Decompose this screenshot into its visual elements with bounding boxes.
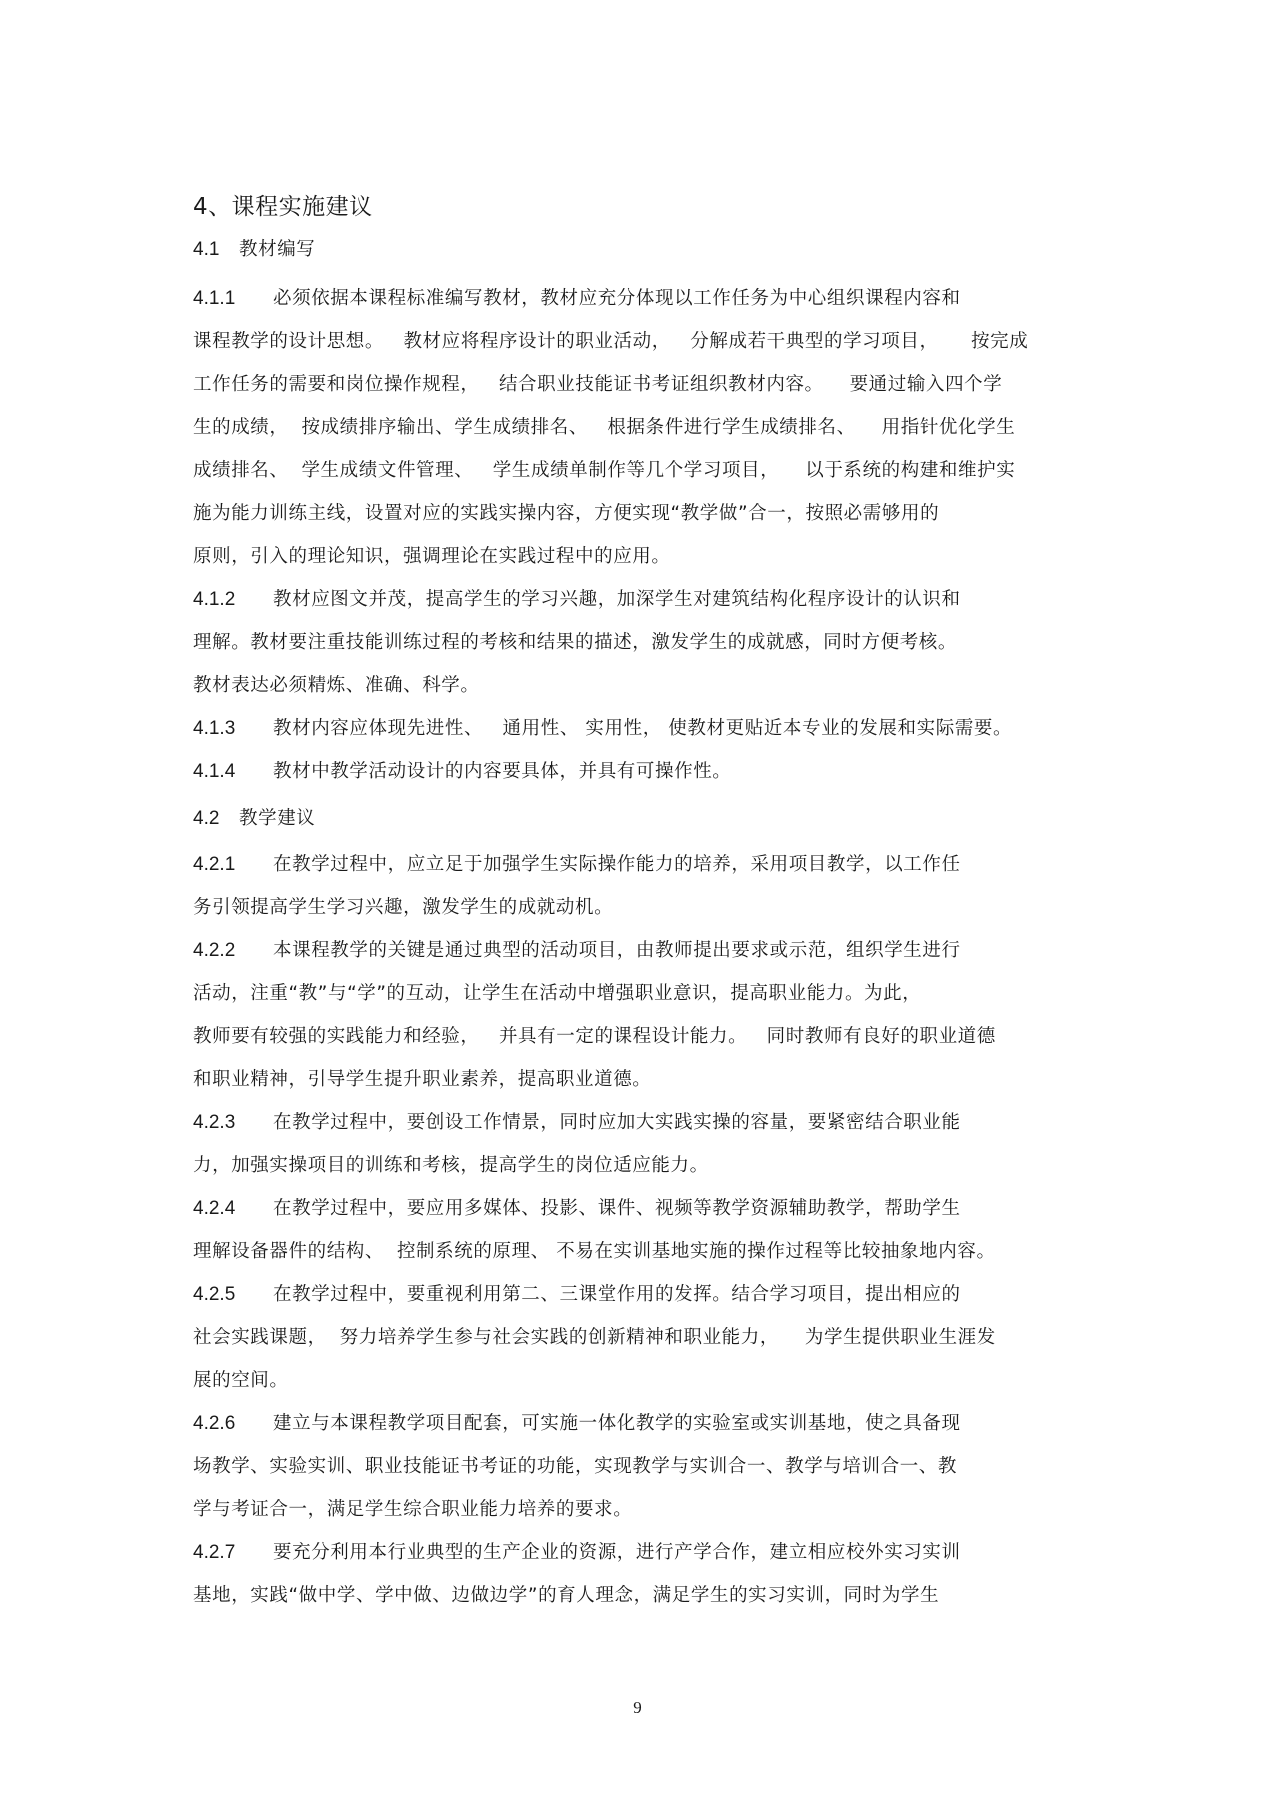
paragraph-line: 成绩排名、 学生成绩文件管理、 学生成绩单制作等几个学习项目， 以于系统的构建和维护实	[193, 460, 1016, 481]
paragraph-line: 和职业精神，引导学生提升职业素养，提高职业道德。	[193, 1069, 652, 1090]
paragraph-line: 4.1.3 教材内容应体现先进性、 通用性、 实用性， 使教材更贴近本专业的发展和实际需要。	[193, 718, 1013, 739]
paragraph-line: 展的空间。	[193, 1370, 289, 1391]
paragraph-line: 4.2.6 建立与本课程教学项目配套，可实施一体化教学的实验室或实训基地，使之具备现	[193, 1413, 961, 1434]
paragraph-line: 社会实践课题， 努力培养学生参与社会实践的创新精神和职业能力， 为学生提供职业生涯发	[193, 1327, 996, 1348]
paragraph-line: 4.2.5 在教学过程中，要重视利用第二、三课堂作用的发挥。结合学习项目，提出相应的	[193, 1284, 961, 1305]
paragraph-line: 务引领提高学生学习兴趣，激发学生的成就动机。	[193, 897, 614, 918]
paragraph-line: 学与考证合一，满足学生综合职业能力培养的要求。	[193, 1499, 633, 1520]
paragraph-line: 原则，引入的理论知识，强调理论在实践过程中的应用。	[193, 546, 671, 567]
paragraph-line: 4.1.2 教材应图文并茂，提高学生的学习兴趣，加深学生对建筑结构化程序设计的认识和	[193, 589, 961, 610]
paragraph-line: 教师要有较强的实践能力和经验， 并具有一定的课程设计能力。 同时教师有良好的职业道德	[193, 1026, 996, 1047]
subsection-heading: 4.2 教学建议	[193, 808, 316, 829]
paragraph-line: 工作任务的需要和岗位操作规程， 结合职业技能证书考证组织教材内容。 要通过输入四个学	[193, 374, 1003, 395]
paragraph-line: 4.2.7 要充分利用本行业典型的生产企业的资源，进行产学合作，建立相应校外实习实训	[193, 1542, 961, 1563]
paragraph-line: 课程教学的设计思想。 教材应将程序设计的职业活动， 分解成若干典型的学习项目， 按完成	[193, 331, 1029, 352]
paragraph-line: 4.1.4 教材中教学活动设计的内容要具体，并具有可操作性。	[193, 761, 732, 782]
paragraph-line: 4.2.2 本课程教学的关键是通过典型的活动项目，由教师提出要求或示范，组织学生进行	[193, 940, 961, 961]
paragraph-line: 4.2.3 在教学过程中，要创设工作情景，同时应加大实践实操的容量，要紧密结合职业能	[193, 1112, 961, 1133]
paragraph-line: 理解。教材要注重技能训练过程的考核和结果的描述，激发学生的成就感，同时方便考核。	[193, 632, 958, 653]
paragraph-line: 理解设备器件的结构、 控制系统的原理、 不易在实训基地实施的操作过程等比较抽象地内容。	[193, 1241, 996, 1262]
section-heading: 4、课程实施建议	[193, 194, 373, 220]
subsection-heading: 4.1 教材编写	[193, 239, 316, 260]
paragraph-line: 力，加强实操项目的训练和考核，提高学生的岗位适应能力。	[193, 1155, 709, 1176]
paragraph-line: 基地，实践“做中学、学中做、边做边学”的育人理念，满足学生的实习实训，同时为学生	[193, 1585, 940, 1606]
page-number: 9	[633, 1698, 642, 1717]
paragraph-line: 教材表达必须精炼、准确、科学。	[193, 675, 480, 696]
paragraph-line: 场教学、实验实训、职业技能证书考证的功能，实现教学与实训合一、教学与培训合一、教	[193, 1456, 958, 1477]
paragraph-line: 生的成绩， 按成绩排序输出、学生成绩排名、 根据条件进行学生成绩排名、 用指针优化学生	[193, 417, 1016, 438]
paragraph-line: 活动，注重“教”与“学”的互动，让学生在活动中增强职业意识，提高职业能力。为此，	[193, 983, 922, 1004]
paragraph-line: 4.1.1 必须依据本课程标准编写教材，教材应充分体现以工作任务为中心组织课程内容和	[193, 288, 961, 309]
paragraph-line: 4.2.4 在教学过程中，要应用多媒体、投影、课件、视频等教学资源辅助教学，帮助学生	[193, 1198, 961, 1219]
paragraph-line: 施为能力训练主线，设置对应的实践实操内容，方便实现“教学做”合一，按照必需够用的	[193, 503, 940, 524]
paragraph-line: 4.2.1 在教学过程中，应立足于加强学生实际操作能力的培养，采用项目教学，以工作任	[193, 854, 961, 875]
